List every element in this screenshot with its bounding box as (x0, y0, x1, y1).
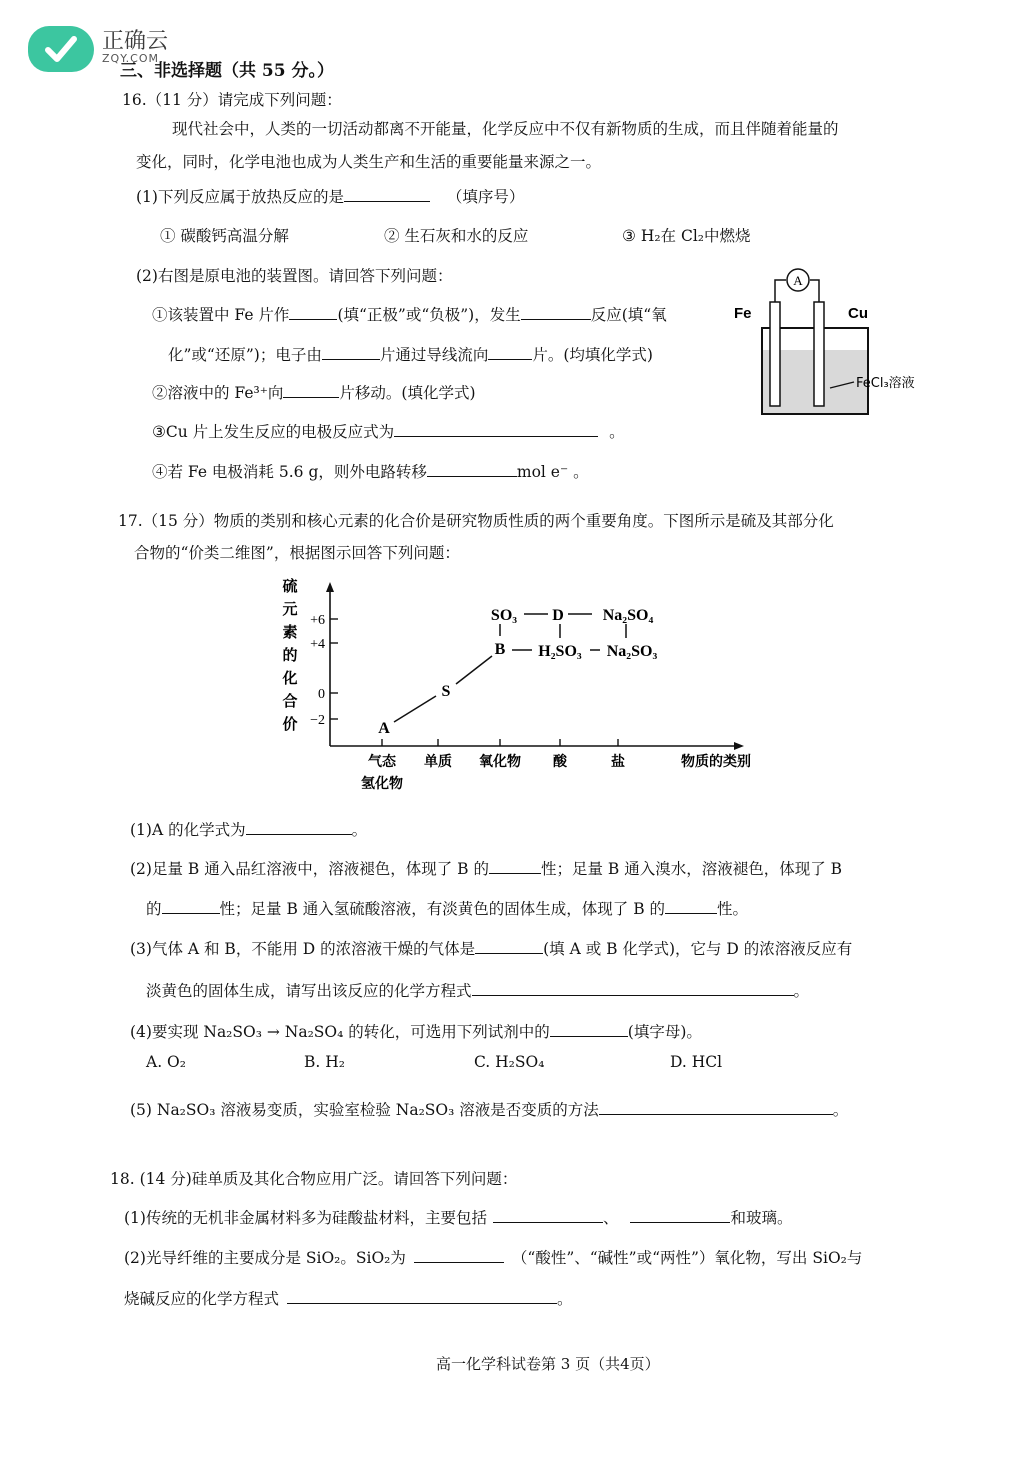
y-axis-arrow (326, 582, 334, 592)
answer-blank[interactable] (162, 897, 220, 914)
cu-electrode (814, 302, 824, 406)
point-d: D (552, 607, 564, 624)
wire-left (775, 280, 786, 302)
q17-part3-cont: 淡黄色的固体生成，请写出该反应的化学方程式 。 (146, 979, 809, 1001)
answer-blank[interactable] (521, 303, 591, 320)
answer-blank[interactable] (665, 897, 717, 914)
point-a: A (378, 720, 390, 737)
y-tick-label: −2 (310, 713, 325, 728)
answer-blank[interactable] (287, 1287, 557, 1304)
answer-blank[interactable] (599, 1098, 833, 1115)
y-label-char: 的 (282, 646, 298, 664)
point-so3: SO₃ (490, 607, 518, 624)
q16-head: 16.（11 分）请完成下列问题： (122, 91, 342, 109)
q18-part2: (2)光导纤维的主要成分是 SiO₂。SiO₂为 （“酸性”、“碱性”或“两性”）氧化物，写出 SiO₂与 (124, 1246, 862, 1268)
q17-part3: (3)气体 A 和 B，不能用 D 的浓溶液干燥的气体是 (填 A 或 B 化学式)，它与 D 的浓溶液反应有 (130, 937, 852, 959)
q16-part2: (2)右图是原电池的装置图。请回答下列问题： (136, 267, 453, 285)
q16-part2-c: ③Cu 片上发生反应的电极反应式为 。 (152, 420, 625, 442)
q16-part2-a-cont: 化”或“还原”)；电子由 片通过导线流向 片。(均填化学式) (168, 343, 653, 365)
point-b: B (494, 641, 506, 658)
answer-blank[interactable] (475, 937, 543, 954)
section-title: 三、非选择题（共 55 分。） (120, 61, 334, 81)
logo-name: 正确云 (102, 29, 169, 54)
q16-part2-a: ①该装置中 Fe 片作 (填“正极”或“负极”)，发生 反应(填“氧 (152, 303, 667, 325)
galvanic-cell-figure (730, 262, 940, 427)
logo-cloud-icon (28, 26, 94, 72)
sulfur-valence-class-diagram (270, 574, 780, 804)
solution-label: FeCl₃溶液 (856, 376, 915, 391)
q16-option-3: ③ H₂在 Cl₂中燃烧 (622, 227, 751, 245)
answer-blank[interactable] (414, 1246, 504, 1263)
point-s: S (441, 683, 451, 700)
y-label-char: 素 (282, 623, 298, 641)
q17-part2: (2)足量 B 通入品红溶液中，溶液褪色，体现了 B 的 性；足量 B 通入溴水，溶液褪色，体现了 B (130, 857, 842, 879)
point-na2so3: Na₂SO₃ (606, 643, 658, 660)
y-label-char: 合 (282, 692, 298, 710)
answer-blank[interactable] (630, 1206, 730, 1223)
fe-label: Fe (734, 305, 752, 322)
q18-part1: (1)传统的无机非金属材料多为硅酸盐材料，主要包括 、 和玻璃。 (124, 1206, 793, 1228)
q18-part2-cont: 烧碱反应的化学方程式 。 (124, 1287, 573, 1309)
answer-blank[interactable] (493, 1206, 603, 1223)
q16-option-1: ① 碳酸钙高温分解 (160, 227, 289, 245)
q17-part4: (4)要实现 Na₂SO₃ → Na₂SO₄ 的转化，可选用下列试剂中的 (填字母)。 (130, 1020, 702, 1042)
answer-blank[interactable] (489, 857, 541, 874)
q17-part5: (5) Na₂SO₃ 溶液易变质，实验室检验 Na₂SO₃ 溶液是否变质的方法 。 (130, 1098, 848, 1120)
x-tick-label: 气态 (368, 754, 396, 770)
q18-head: 18. (14 分)硅单质及其化合物应用广泛。请回答下列问题： (110, 1170, 518, 1188)
page-footer: 高一化学科试卷第 3 页（共4页） (436, 1355, 660, 1373)
x-tick-label: 酸 (553, 754, 567, 770)
q16-intro-1: 现代社会中，人类的一切活动都离不开能量，化学反应中不仅有新物质的生成，而且伴随着能量的 (172, 120, 839, 138)
x-tick-label: 盐 (611, 754, 625, 770)
q17-part1: (1)A 的化学式为 。 (130, 818, 367, 840)
answer-blank[interactable] (283, 381, 339, 398)
q16-part2-d: ④若 Fe 电极消耗 5.6 g，则外电路转移 mol e⁻ 。 (152, 460, 589, 482)
fe-electrode (770, 302, 780, 406)
answer-blank[interactable] (550, 1020, 628, 1037)
y-tick-label: +6 (310, 613, 325, 628)
answer-blank[interactable] (322, 343, 380, 360)
x-axis-arrow (734, 742, 744, 750)
cu-label: Cu (848, 305, 868, 322)
answer-blank[interactable] (427, 460, 517, 477)
answer-blank[interactable] (394, 420, 598, 437)
answer-blank[interactable] (289, 303, 337, 320)
logo-sub: ZQY.COM (102, 52, 160, 65)
y-label-char: 价 (282, 715, 298, 733)
y-label-char: 硫 (282, 577, 298, 595)
y-tick-label: 0 (318, 687, 325, 702)
answer-blank[interactable] (488, 343, 532, 360)
point-na2so4: Na₂SO₄ (602, 607, 654, 624)
q17-option-c: C. H₂SO₄ (474, 1053, 545, 1071)
ammeter-label: A (793, 273, 803, 288)
q16-part2-b: ②溶液中的 Fe³⁺向 片移动。(填化学式) (152, 381, 476, 403)
wire-right (810, 280, 819, 302)
q17-option-d: D. HCl (670, 1053, 723, 1071)
x-axis-label: 物质的类别 (681, 754, 751, 770)
q16-option-2: ② 生石灰和水的反应 (384, 227, 529, 245)
y-tick-label: +4 (310, 637, 325, 652)
x-tick-label: 氢化物 (361, 776, 403, 792)
answer-blank[interactable] (246, 818, 352, 835)
q17-option-a: A. O₂ (146, 1053, 186, 1071)
q17-head-1: 17.（15 分）物质的类别和核心元素的化合价是研究物质性质的两个重要角度。下图所示是硫及其部分化 (118, 512, 834, 530)
x-tick-label: 单质 (424, 754, 452, 770)
connections (394, 614, 626, 722)
q17-option-b: B. H₂ (304, 1053, 345, 1071)
q16-part1: (1)下列反应属于放热反应的是 （填序号） (136, 185, 524, 207)
q16-intro-2: 变化，同时，化学电池也成为人类生产和生活的重要能量来源之一。 (136, 153, 602, 171)
y-label-char: 化 (282, 669, 298, 687)
q17-head-2: 合物的“价类二维图”，根据图示回答下列问题： (134, 544, 460, 562)
answer-blank[interactable] (344, 185, 430, 202)
answer-blank[interactable] (472, 979, 794, 996)
q17-part2-cont: 的 性；足量 B 通入氢硫酸溶液，有淡黄色的固体生成，体现了 B 的 性。 (146, 897, 748, 919)
y-label-char: 元 (282, 600, 298, 618)
point-h2so3: H₂SO₃ (538, 643, 582, 660)
x-tick-label: 氧化物 (479, 754, 521, 770)
